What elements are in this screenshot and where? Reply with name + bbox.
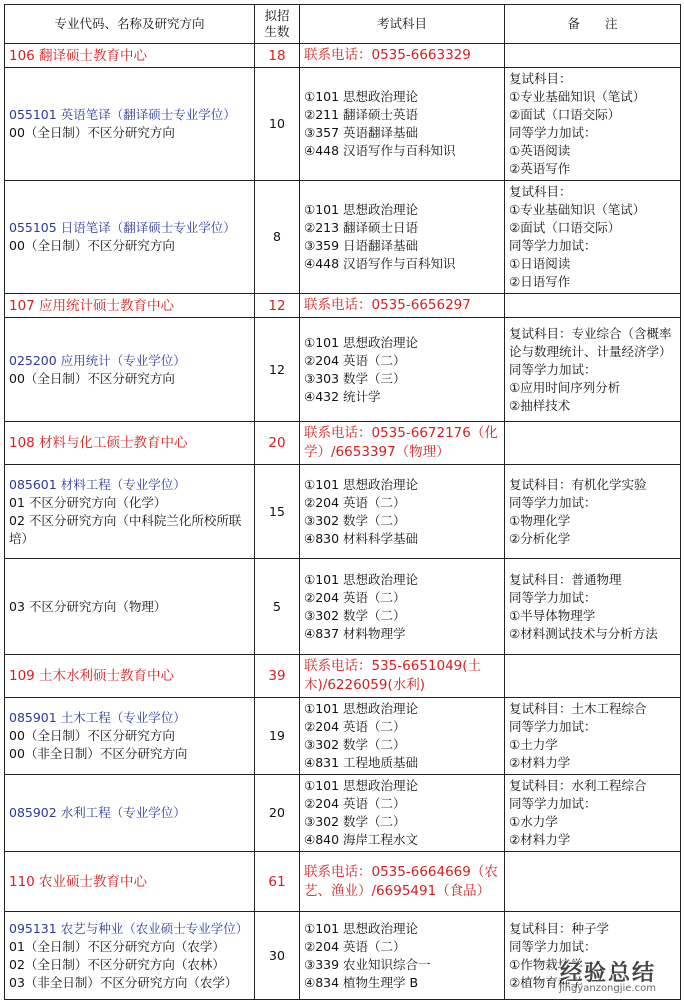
text-line: ①101 思想政治理论 [304, 571, 419, 587]
program-code: 085601 材料工程（专业学位） [9, 476, 186, 492]
text-line: ③303 数学（三） [304, 370, 406, 386]
program-code: 085901 土木工程（专业学位） [9, 710, 186, 725]
program-notes [505, 68, 681, 181]
text-line: 00（全日制）不区分研究方向 [9, 238, 175, 253]
section-title: 107 应用统计硕士教育中心 [5, 294, 255, 318]
program-subjects [300, 912, 505, 1000]
program-cell [5, 912, 255, 1000]
program-quota: 19 [255, 698, 300, 775]
text-line: 00（全日制）不区分研究方向 [9, 125, 175, 140]
program-row [5, 775, 681, 852]
program-subjects [300, 698, 505, 775]
text-line: 00（全日制）不区分研究方向 [9, 370, 175, 386]
text-line: ③302 数学（二） [304, 512, 406, 528]
program-quota: 15 [255, 465, 300, 559]
program-row [5, 181, 681, 294]
program-subjects [300, 181, 505, 294]
text-line: ③359 日语翻译基础 [304, 238, 419, 253]
program-notes [505, 775, 681, 852]
text-line: ①101 思想政治理论 [304, 778, 419, 793]
program-cell [5, 775, 255, 852]
text-line: ②材料力学 [509, 832, 571, 847]
text-line: 01 不区分研究方向（化学） [9, 494, 167, 510]
watermark-url: jingyanzongjie.com [559, 983, 656, 994]
section-title: 110 农业硕士教育中心 [5, 852, 255, 912]
program-notes [505, 698, 681, 775]
text-line: ①专业基础知识（笔试） [509, 89, 646, 104]
program-cell [5, 68, 255, 181]
text-line: 同等学力加试： [509, 719, 597, 734]
text-line: ④837 材料物理学 [304, 625, 406, 641]
section-quota: 18 [255, 44, 300, 68]
section-quota: 12 [255, 294, 300, 318]
text-line: 复试科目： [509, 71, 572, 86]
section-notes-empty [505, 294, 681, 318]
text-line: ②英语写作 [509, 161, 571, 176]
section-phone: 联系电话：0535-6663329 [300, 44, 505, 68]
section-notes-empty [505, 852, 681, 912]
text-line: ②分析化学 [509, 530, 571, 546]
header-notes: 备 注 [505, 5, 681, 44]
text-line: ③302 数学（二） [304, 814, 406, 829]
section-quota: 20 [255, 422, 300, 465]
program-code: 085902 水利工程（专业学位） [9, 805, 186, 820]
program-row [5, 465, 681, 559]
text-line: 00（非全日制）不区分研究方向 [9, 746, 188, 761]
section-notes-empty [505, 655, 681, 698]
text-line: ④448 汉语写作与百科知识 [304, 256, 456, 271]
program-cell [5, 698, 255, 775]
header-major: 专业代码、名称及研究方向 [5, 5, 255, 44]
text-line: 02（全日制）不区分研究方向（农林） [9, 956, 225, 972]
program-quota: 30 [255, 912, 300, 1000]
text-line: 02 不区分研究方向（中科院兰化所校所联培） [9, 512, 242, 546]
text-line: 同等学力加试： [509, 361, 597, 377]
program-quota: 8 [255, 181, 300, 294]
text-line: ②植物育种学 [509, 974, 583, 990]
text-line: ②204 英语（二） [304, 352, 406, 368]
text-line: ①101 思想政治理论 [304, 334, 419, 350]
program-row [5, 318, 681, 422]
program-quota: 10 [255, 68, 300, 181]
program-subjects [300, 559, 505, 655]
header-subjects: 考试科目 [300, 5, 505, 44]
text-line: ①101 思想政治理论 [304, 476, 419, 492]
text-line: ③302 数学（二） [304, 737, 406, 752]
text-line: 复试科目：有机化学实验 [509, 476, 647, 492]
text-line: ①半导体物理学 [509, 607, 596, 623]
section-header-row [5, 44, 681, 68]
text-line: 复试科目：种子学 [509, 920, 610, 936]
text-line: ①土力学 [509, 737, 558, 752]
site-watermark [559, 956, 656, 994]
text-line: ④432 统计学 [304, 388, 381, 404]
text-line: ③357 英语翻译基础 [304, 125, 419, 140]
program-notes [505, 181, 681, 294]
text-line: 同等学力加试： [509, 589, 597, 605]
text-line: 复试科目：专业综合（含概率论与数理统计、计量经济学） [509, 325, 672, 359]
section-header-row [5, 294, 681, 318]
program-row [5, 698, 681, 775]
program-code: 055101 英语笔译（翻译硕士专业学位） [9, 107, 236, 122]
program-quota: 12 [255, 318, 300, 422]
text-line: ②204 英语（二） [304, 719, 406, 734]
text-line: ①作物栽培学 [509, 956, 583, 972]
text-line: 复试科目：水利工程综合 [509, 778, 647, 793]
text-line: ③302 数学（二） [304, 607, 406, 623]
section-notes-empty [505, 44, 681, 68]
watermark-logo: 经验总结 [559, 961, 656, 986]
text-line: ①101 思想政治理论 [304, 701, 419, 716]
program-subjects [300, 68, 505, 181]
program-code: 025200 应用统计（专业学位） [9, 352, 186, 368]
text-line: 复试科目：土木工程综合 [509, 701, 647, 716]
program-cell [5, 465, 255, 559]
text-line: ②面试（口语交际） [509, 107, 621, 122]
text-line: ②213 翻译硕士日语 [304, 220, 419, 235]
text-line: 同等学力加试： [509, 238, 597, 253]
text-line: ②抽样技术 [509, 397, 571, 413]
section-phone: 联系电话：0535-6672176（化学）/6653397（物理） [300, 422, 505, 465]
text-line: ①物理化学 [509, 512, 571, 528]
section-title: 108 材料与化工硕士教育中心 [5, 422, 255, 465]
program-cell [5, 559, 255, 655]
text-line: 03（非全日制）不区分研究方向（农学） [9, 974, 238, 990]
text-line: 复试科目： [509, 184, 572, 199]
program-row [5, 559, 681, 655]
text-line: 01（全日制）不区分研究方向（农学） [9, 938, 225, 954]
section-phone: 联系电话：0535-6664669（农艺、渔业）/6695491（食品） [300, 852, 505, 912]
program-quota: 5 [255, 559, 300, 655]
text-line: ②211 翻译硕士英语 [304, 107, 419, 122]
text-line: ②日语写作 [509, 274, 571, 289]
program-code: 095131 农艺与种业（农业硕士专业学位） [9, 920, 249, 936]
text-line: ①专业基础知识（笔试） [509, 202, 646, 217]
text-line: ①英语阅读 [509, 143, 571, 158]
text-line: 复试科目：普通物理 [509, 571, 622, 587]
section-header-row [5, 852, 681, 912]
text-line: 同等学力加试： [509, 125, 597, 140]
program-notes [505, 559, 681, 655]
section-quota: 39 [255, 655, 300, 698]
text-line: ④834 植物生理学 B [304, 974, 419, 990]
section-title: 106 翻译硕士教育中心 [5, 44, 255, 68]
header-quota: 拟招 生数 [255, 5, 300, 44]
text-line: ④840 海岸工程水文 [304, 832, 419, 847]
program-subjects [300, 318, 505, 422]
section-quota: 61 [255, 852, 300, 912]
section-header-row [5, 655, 681, 698]
text-line: 03 不区分研究方向（物理） [9, 598, 167, 614]
header-row [5, 5, 681, 44]
text-line: 00（全日制）不区分研究方向 [9, 728, 175, 743]
program-row [5, 68, 681, 181]
program-subjects [300, 775, 505, 852]
section-title: 109 土木水利硕士教育中心 [5, 655, 255, 698]
text-line: ②材料测试技术与分析方法 [509, 625, 658, 641]
text-line: ①101 思想政治理论 [304, 89, 419, 104]
admissions-table [4, 4, 681, 1000]
text-line: 同等学力加试： [509, 796, 597, 811]
program-cell [5, 181, 255, 294]
text-line: ④830 材料科学基础 [304, 530, 419, 546]
text-line: ③339 农业知识综合一 [304, 956, 431, 972]
text-line: ①日语阅读 [509, 256, 571, 271]
text-line: ②材料力学 [509, 755, 571, 770]
program-quota: 20 [255, 775, 300, 852]
text-line: ①101 思想政治理论 [304, 202, 419, 217]
program-notes [505, 318, 681, 422]
text-line: ④831 工程地质基础 [304, 755, 419, 770]
section-notes-empty [505, 422, 681, 465]
text-line: ①101 思想政治理论 [304, 920, 419, 936]
text-line: ②204 英语（二） [304, 589, 406, 605]
program-cell [5, 318, 255, 422]
program-subjects [300, 465, 505, 559]
text-line: ②面试（口语交际） [509, 220, 621, 235]
text-line: ②204 英语（二） [304, 494, 406, 510]
text-line: ①应用时间序列分析 [509, 379, 621, 395]
section-phone: 联系电话：535-6651049(土木)/6226059(水利) [300, 655, 505, 698]
text-line: ②204 英语（二） [304, 796, 406, 811]
section-header-row [5, 422, 681, 465]
text-line: 同等学力加试： [509, 938, 597, 954]
text-line: ②204 英语（二） [304, 938, 406, 954]
section-phone: 联系电话：0535-6656297 [300, 294, 505, 318]
program-notes [505, 465, 681, 559]
text-line: 同等学力加试： [509, 494, 597, 510]
text-line: ①水力学 [509, 814, 558, 829]
text-line: ④448 汉语写作与百科知识 [304, 143, 456, 158]
program-code: 055105 日语笔译（翻译硕士专业学位） [9, 220, 236, 235]
